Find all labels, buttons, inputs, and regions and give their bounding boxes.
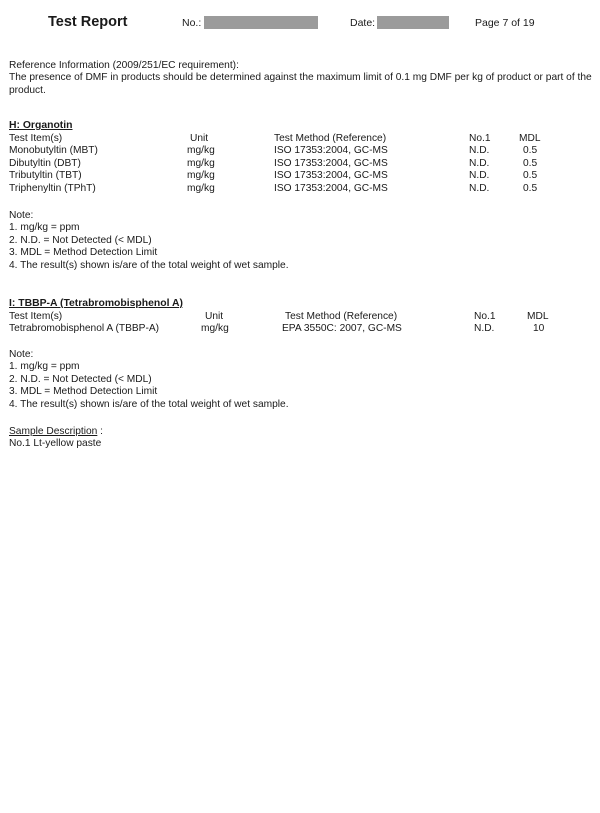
sample-description-label: Sample Description bbox=[9, 426, 98, 437]
cell-result: N.D. bbox=[469, 145, 490, 157]
column-header-test-method: Test Method (Reference) bbox=[274, 133, 387, 144]
sample-description-colon: : bbox=[97, 426, 104, 437]
cell-result: N.D. bbox=[469, 182, 490, 194]
cell-test-method: EPA 3550C: 2007, GC-MS bbox=[282, 323, 402, 335]
report-number-redacted bbox=[204, 16, 318, 29]
cell-result: N.D. bbox=[469, 157, 490, 169]
organotin-notes bbox=[9, 210, 289, 272]
cell-unit: mg/kg bbox=[187, 182, 215, 194]
note-item: 2. N.D. = Not Detected (< MDL) bbox=[9, 234, 152, 246]
page-indicator: Page 7 of 19 bbox=[475, 17, 535, 29]
report-date-redacted bbox=[377, 16, 449, 29]
cell-mdl: 0.5 bbox=[523, 170, 538, 182]
column-header-mdl: MDL bbox=[519, 133, 541, 144]
cell-mdl: 0.5 bbox=[523, 182, 538, 194]
cell-result: N.D. bbox=[469, 170, 490, 182]
cell-mdl: 10 bbox=[533, 323, 545, 335]
report-number-label: No.: bbox=[182, 17, 202, 29]
section-title-organotin: H: Organotin bbox=[9, 120, 73, 131]
cell-test-method: ISO 17353:2004, GC-MS bbox=[274, 145, 388, 157]
report-title: Test Report bbox=[48, 14, 128, 30]
column-header-mdl: MDL bbox=[527, 311, 549, 322]
cell-unit: mg/kg bbox=[187, 170, 215, 182]
cell-test-item: Monobutyltin (MBT) bbox=[9, 145, 98, 157]
cell-test-item: Tributyltin (TBT) bbox=[9, 170, 82, 182]
note-item: 2. N.D. = Not Detected (< MDL) bbox=[9, 373, 152, 385]
cell-mdl: 0.5 bbox=[523, 157, 538, 169]
cell-test-method: ISO 17353:2004, GC-MS bbox=[274, 157, 388, 169]
column-header-test-item: Test Item(s) bbox=[9, 311, 63, 322]
note-heading: Note: bbox=[9, 210, 34, 221]
cell-test-method: ISO 17353:2004, GC-MS bbox=[274, 170, 388, 182]
note-item: 3. MDL = Method Detection Limit bbox=[9, 386, 158, 398]
tbbpa-notes bbox=[9, 349, 289, 411]
note-item: 3. MDL = Method Detection Limit bbox=[9, 247, 158, 259]
note-heading: Note: bbox=[9, 349, 34, 360]
column-header-unit: Unit bbox=[190, 133, 209, 144]
cell-unit: mg/kg bbox=[201, 323, 229, 335]
reference-information bbox=[9, 60, 593, 97]
section-title-tbbpa: I: TBBP-A (Tetrabromobisphenol A) bbox=[9, 298, 183, 309]
note-item: 1. mg/kg = ppm bbox=[9, 361, 80, 373]
note-item: 1. mg/kg = ppm bbox=[9, 222, 80, 234]
cell-test-item: Tetrabromobisphenol A (TBBP-A) bbox=[9, 323, 160, 335]
cell-test-item: Triphenyltin (TPhT) bbox=[9, 182, 96, 194]
reference-text: The presence of DMF in products should be determined against the maximum limit of 0.1 mg DMF per kg of product or part of the product. bbox=[9, 72, 592, 96]
cell-result: N.D. bbox=[474, 323, 495, 335]
cell-unit: mg/kg bbox=[187, 145, 215, 157]
note-item: 4. The result(s) shown is/are of the total weight of wet sample. bbox=[9, 259, 289, 271]
sample-description-text: No.1 Lt-yellow paste bbox=[9, 438, 102, 450]
cell-mdl: 0.5 bbox=[523, 145, 538, 157]
report-date-label: Date: bbox=[350, 17, 376, 29]
column-header-no1: No.1 bbox=[469, 133, 491, 144]
sample-description bbox=[9, 426, 103, 451]
reference-heading: Reference Information (2009/251/EC requirement): bbox=[9, 60, 239, 71]
cell-test-method: ISO 17353:2004, GC-MS bbox=[274, 182, 388, 194]
note-item: 4. The result(s) shown is/are of the total weight of wet sample. bbox=[9, 398, 289, 410]
column-header-unit: Unit bbox=[205, 311, 224, 322]
column-header-no1: No.1 bbox=[474, 311, 496, 322]
column-header-test-method: Test Method (Reference) bbox=[285, 311, 398, 322]
cell-test-item: Dibutyltin (DBT) bbox=[9, 157, 81, 169]
cell-unit: mg/kg bbox=[187, 157, 215, 169]
column-header-test-item: Test Item(s) bbox=[9, 133, 63, 144]
